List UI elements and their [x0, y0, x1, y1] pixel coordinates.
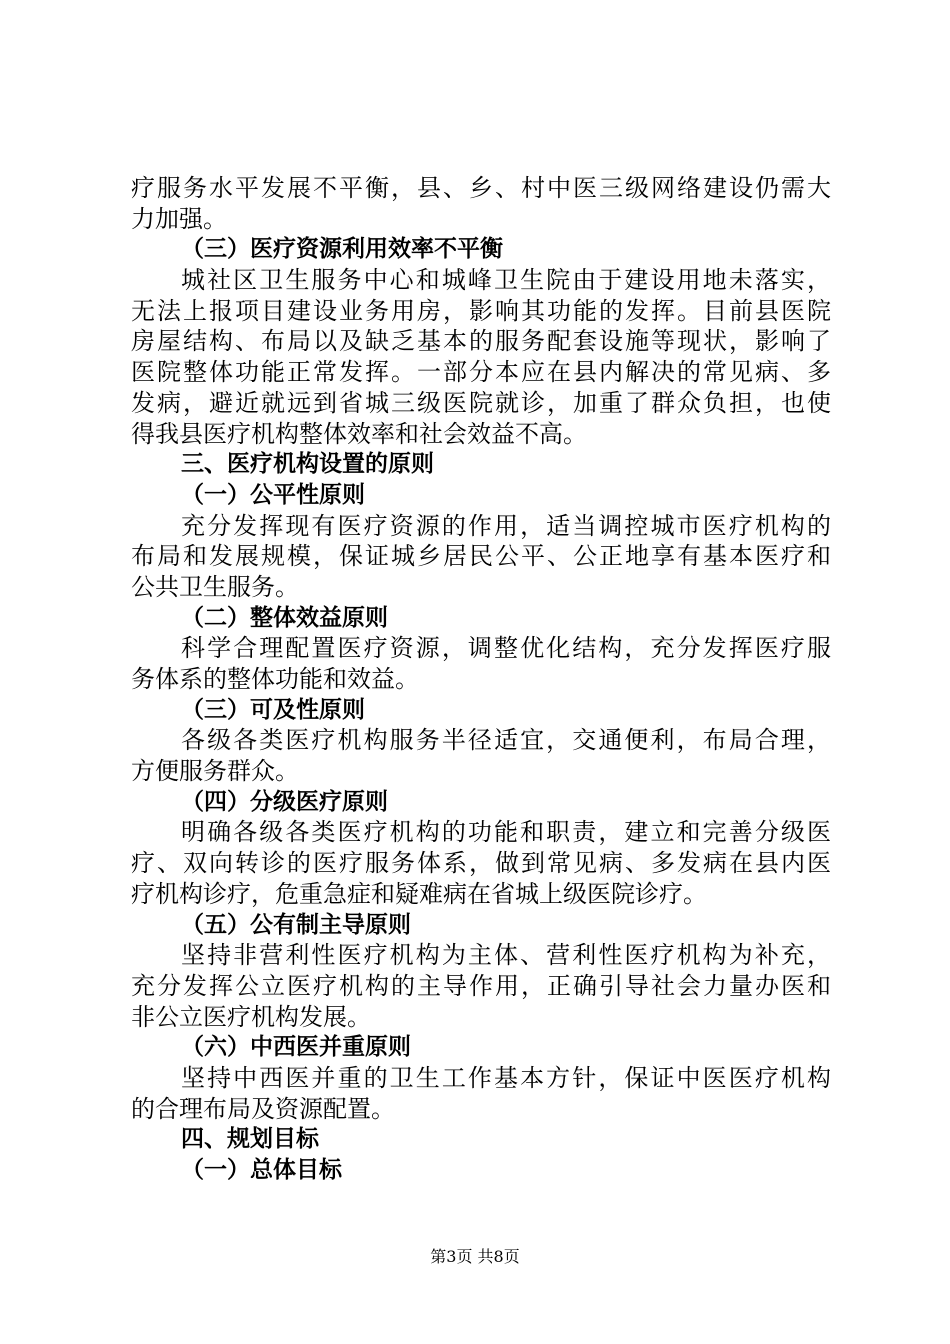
page-footer: 第3页 共8页	[430, 1247, 520, 1266]
paragraph-line: 布局和发展规模，保证城乡居民公平、公正地享有基本医疗和	[131, 542, 831, 571]
section-heading: （一）公平性原则	[181, 481, 365, 508]
document-body	[131, 173, 831, 1186]
paragraph-line: 的合理布局及资源配置。	[131, 1094, 395, 1123]
paragraph-line: 坚持中西医并重的卫生工作基本方针，保证中医医疗机构	[181, 1063, 831, 1092]
paragraph-line: 得我县医疗机构整体效率和社会效益不高。	[131, 419, 587, 448]
paragraph-line: 坚持非营利性医疗机构为主体、营利性医疗机构为补充，	[181, 941, 831, 970]
paragraph-line: 房屋结构、布局以及缺乏基本的服务配套设施等现状，影响了	[131, 327, 831, 356]
paragraph-line: 医院整体功能正常发挥。一部分本应在县内解决的常见病、多	[131, 358, 831, 387]
paragraph-line: 非公立医疗机构发展。	[131, 1002, 371, 1031]
paragraph-line: 务体系的整体功能和效益。	[131, 665, 419, 693]
section-heading: （五）公有制主导原则	[181, 911, 411, 938]
paragraph-line: 充分发挥公立医疗机构的主导作用，正确引导社会力量办医和	[131, 971, 831, 1000]
section-heading: 四、规划目标	[181, 1126, 319, 1153]
paragraph-line: 充分发挥现有医疗资源的作用，适当调控城市医疗机构的	[181, 511, 831, 540]
section-heading: （六）中西医并重原则	[181, 1034, 411, 1061]
paragraph-line: 疗、双向转诊的医疗服务体系，做到常见病、多发病在县内医	[131, 849, 831, 878]
paragraph-line: 方便服务群众。	[131, 757, 299, 786]
section-heading: 三、医疗机构设置的原则	[181, 451, 434, 478]
paragraph-line: 科学合理配置医疗资源，调整优化结构，充分发挥医疗服	[181, 634, 831, 663]
paragraph-line: 疗机构诊疗，危重急症和疑难病在省城上级医院诊疗。	[131, 879, 707, 908]
section-heading: （一）总体目标	[181, 1157, 342, 1183]
paragraph-line: 公共卫生服务。	[131, 572, 299, 601]
paragraph-line: 各级各类医疗机构服务半径适宜，交通便利，布局合理，	[181, 726, 831, 755]
section-heading: （四）分级医疗原则	[181, 788, 388, 815]
paragraph-line: 城社区卫生服务中心和城峰卫生院由于建设用地未落实，	[181, 266, 831, 295]
paragraph-line: 无法上报项目建设业务用房，影响其功能的发挥。目前县医院	[131, 296, 831, 325]
section-heading: （二）整体效益原则	[181, 604, 388, 631]
section-heading: （三）医疗资源利用效率不平衡	[181, 236, 503, 263]
paragraph-line: 发病，避近就远到省城三级医院就诊，加重了群众负担，也使	[131, 388, 831, 417]
paragraph-line: 疗服务水平发展不平衡，县、乡、村中医三级网络建设仍需大	[131, 174, 831, 202]
section-heading: （三）可及性原则	[181, 696, 365, 723]
paragraph-line: 力加强。	[131, 204, 227, 233]
paragraph-line: 明确各级各类医疗机构的功能和职责，建立和完善分级医	[181, 818, 831, 847]
